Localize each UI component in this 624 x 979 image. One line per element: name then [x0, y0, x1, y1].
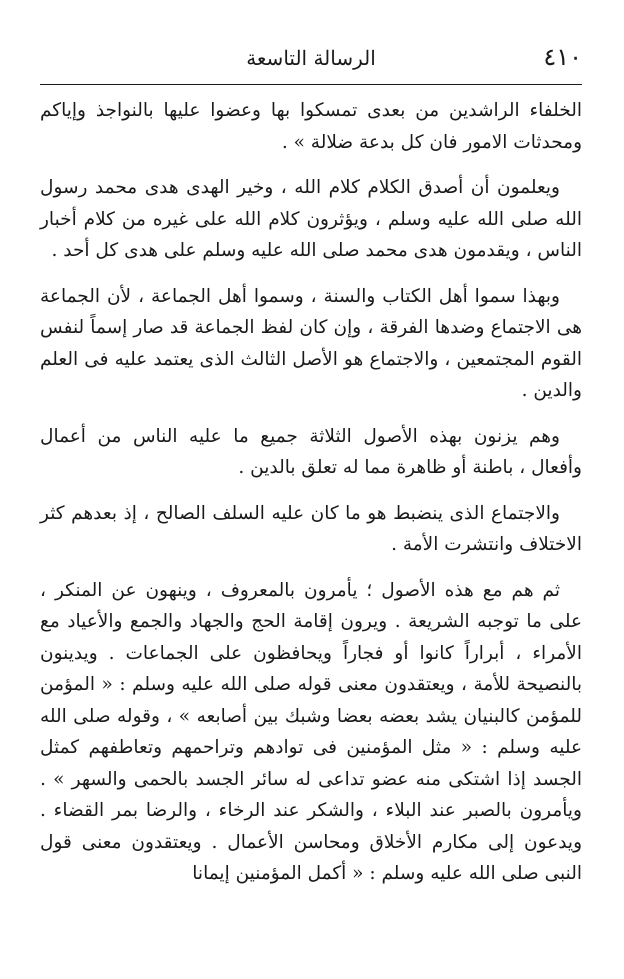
page-header	[40, 40, 582, 80]
paragraph: والاجتماع الذى ينضبط هو ما كان عليه السلف الصالح ، إذ بعدهم كثر الاختلاف وانتشرت الأمة .	[40, 502, 582, 555]
header-rule	[40, 84, 582, 85]
paragraph: الخلفاء الراشدين من بعدى تمسكوا بها وعضوا عليها بالنواجذ وإياكم ومحدثات الامور فان كل بدعة ضلالة » .	[40, 100, 582, 153]
page-number: ٤١٠	[543, 43, 582, 71]
paragraph: وهم يزنون بهذه الأصول الثلاثة جميع ما عليه الناس من أعمال وأفعال ، باطنة أو ظاهرة مما له تعلق بالدين .	[40, 425, 582, 478]
book-page	[40, 40, 582, 959]
running-title: الرسالة التاسعة	[246, 46, 376, 70]
body-text	[40, 95, 582, 890]
paragraph: ثم هم مع هذه الأصول ؛ يأمرون بالمعروف ، وينهون عن المنكر ، على ما توجبه الشريعة . ويرون إقامة الحج والجهاد والجمع والأعياد مع الأمراء ، أبراراً كانوا أو فجاراً ويحافظون على الجماعات . ويدينون بالنصيحة للأمة ، ويعتقدون معنى قوله صلى الله عليه وسلم : « المؤمن للمؤمن كالبنيان يشد بعضه بعضا وشبك بين أصابعه » ، وقوله صلى الله عليه وسلم : « مثل المؤمنين فى توادهم وتراحمهم وتعاطفهم كمثل الجسد إذا اشتكى منه عضو تداعى له سائر الجسد بالحمى والسهر » . ويأمرون بالصبر عند البلاء ، والشكر عند الرخاء ، والرضا بمر القضاء . ويدعون إلى مكارم الأخلاق ومحاسن الأعمال . ويعتقدون معنى قول النبى صلى الله عليه وسلم : « أكمل المؤمنين إيمانا	[40, 579, 582, 884]
paragraph: ويعلمون أن أصدق الكلام كلام الله ، وخير الهدى هدى محمد رسول الله صلى الله عليه وسلم ، ويؤثرون كلام الله على غيره من كلام أخبار الناس ، ويقدمون هدى محمد صلى الله عليه وسلم على هدى كل أحد .	[40, 177, 582, 261]
paragraph: وبهذا سموا أهل الكتاب والسنة ، وسموا أهل الجماعة ، لأن الجماعة هى الاجتماع وضدها الفرقة ، وإن كان لفظ الجماعة قد صار إسماً لنفس القوم المجتمعين ، والاجتماع هو الأصل الثالث الذى يعتمد عليه فى العلم والدين .	[40, 285, 582, 401]
